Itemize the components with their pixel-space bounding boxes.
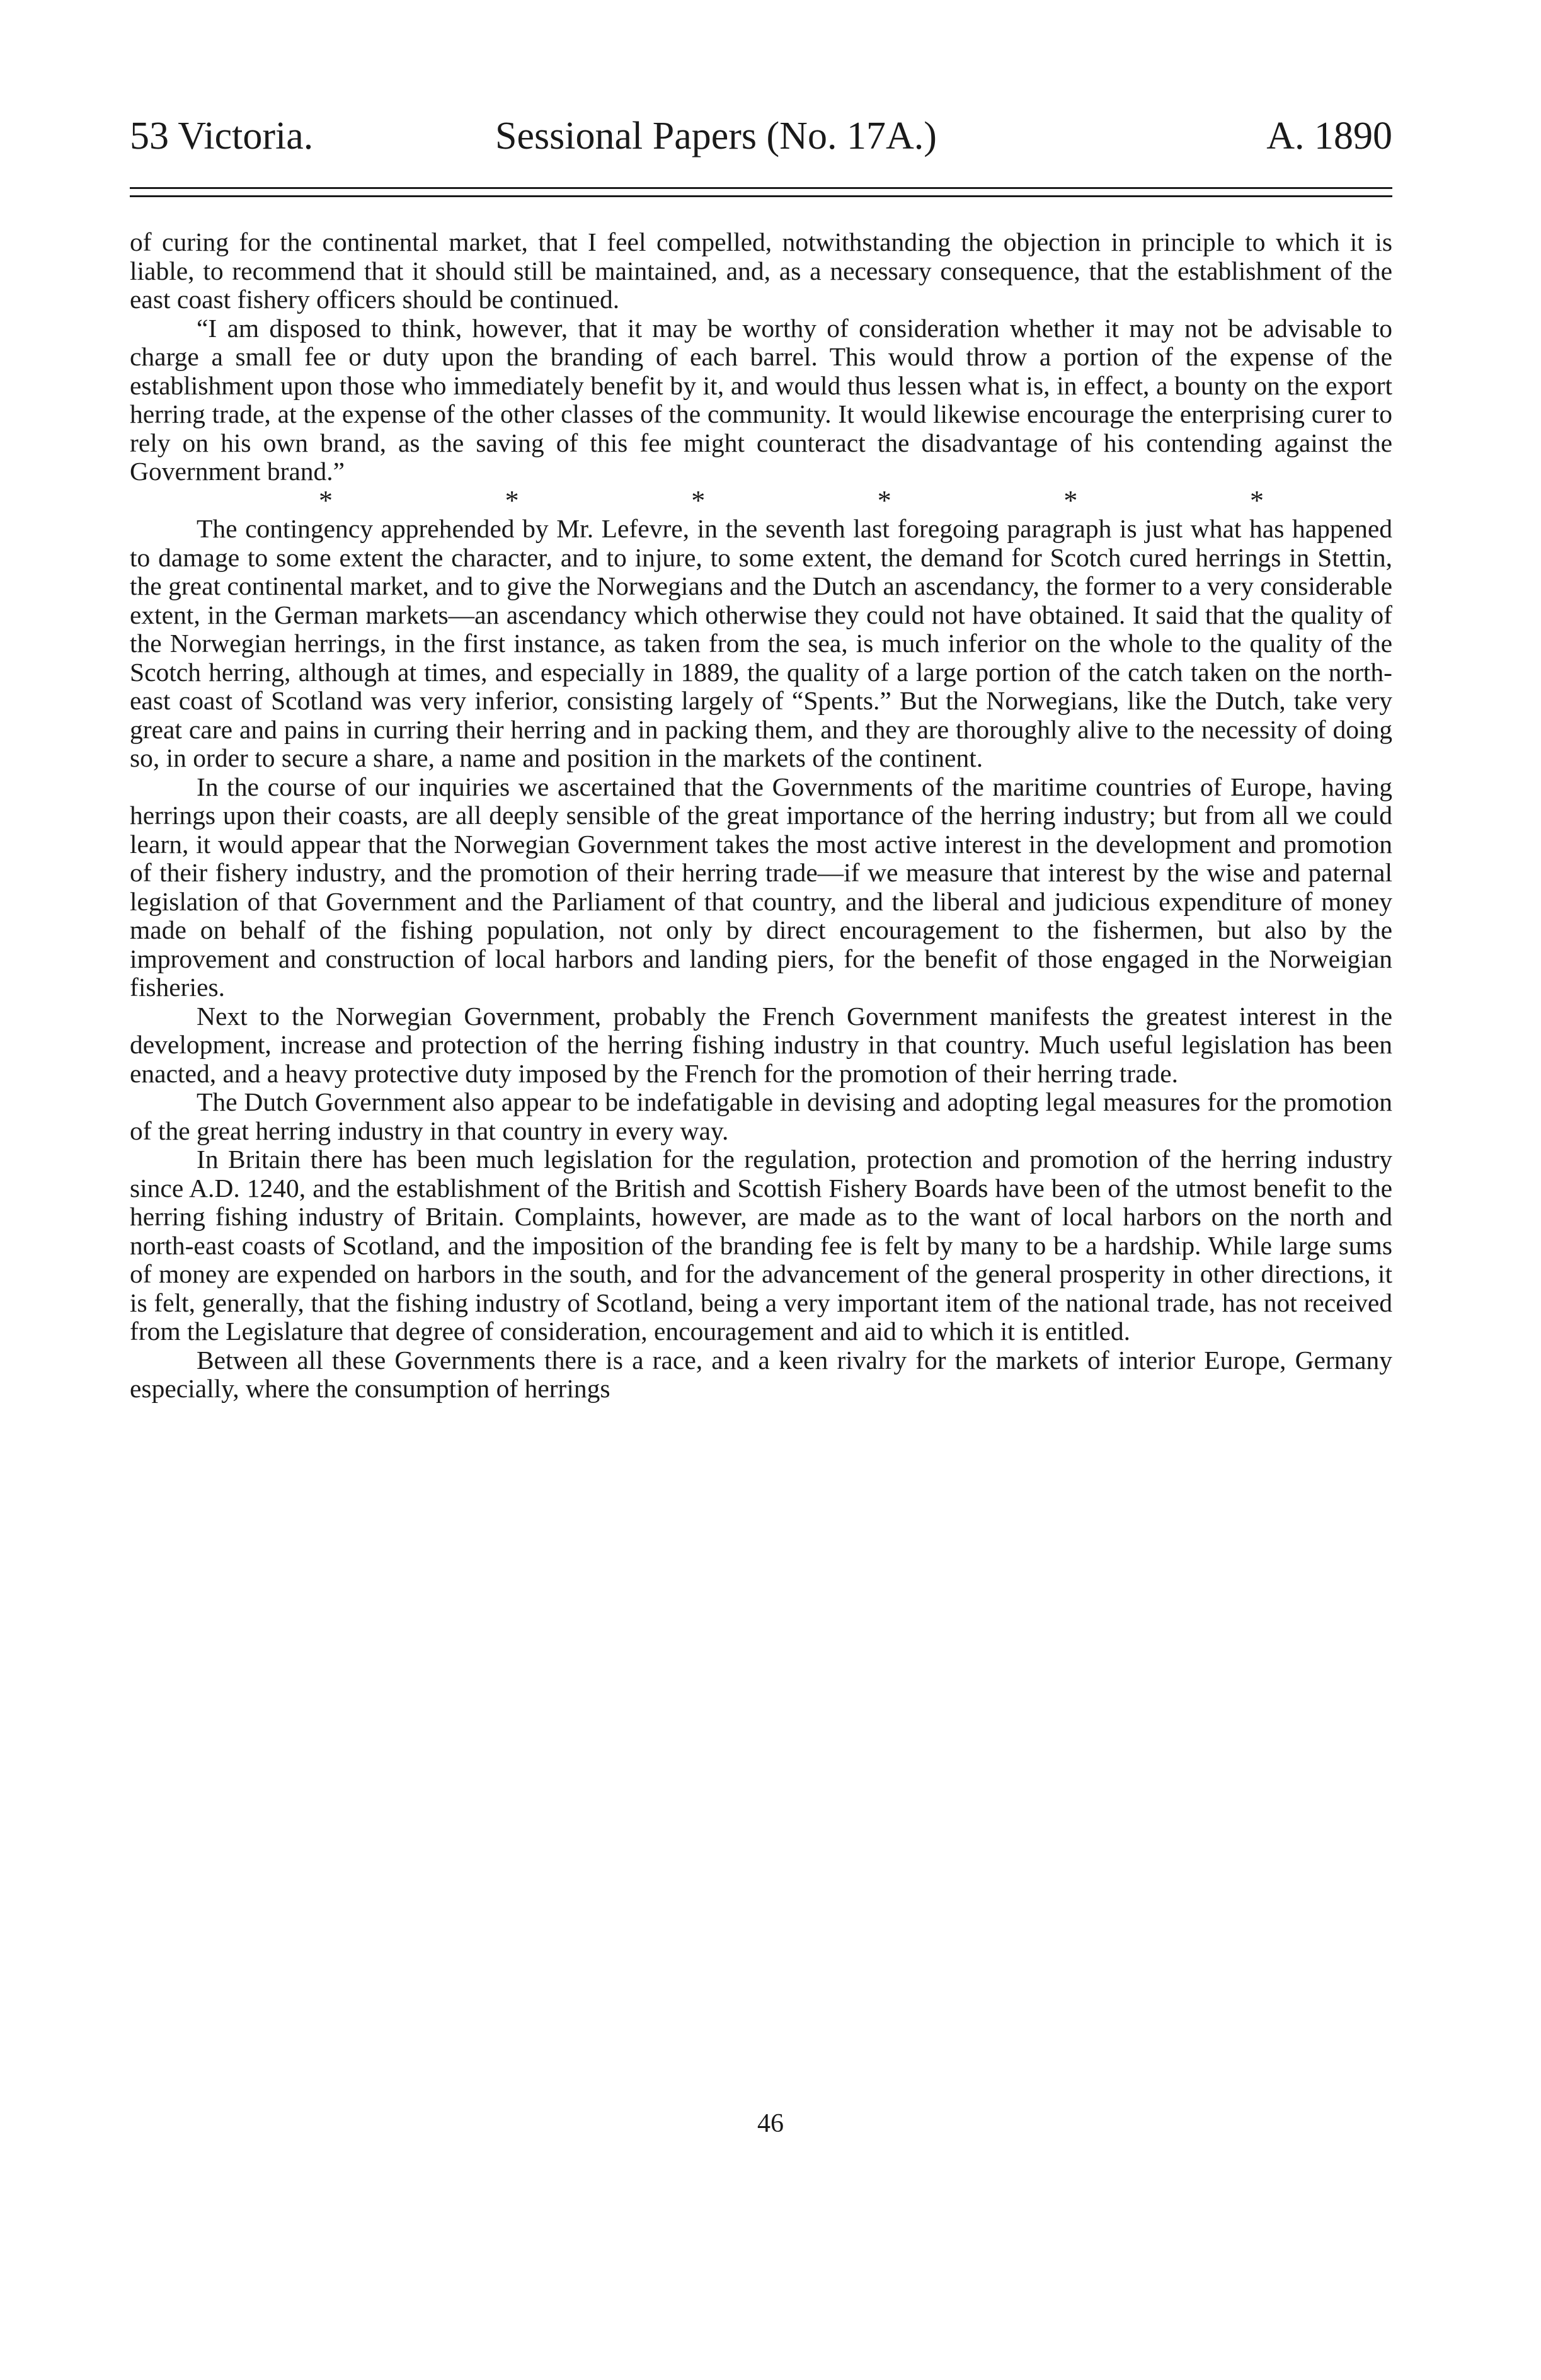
paragraph-2-quote: “I am disposed to think, however, that it may be worthy of consideration whether it may not be advisable to charge a small fee or duty upon the branding of each barrel. This would throw a portion of the expense of the establishment upon those who immediately benefit by it, and would thus lessen what is, in effect, a bounty on the export herring trade, at the expense of the other classes of the community. It would likewise encourage the enterprising curer to rely on his own brand, as the saving of this fee might counteract the disadvantage of his contending against the Government brand.” — [130, 313, 1392, 486]
asterisk: * — [505, 484, 519, 516]
asterisk: * — [877, 484, 891, 516]
paragraph-3: The contingency apprehended by Mr. Lefevre, in the seventh last foregoing paragraph is just what has happened to damage to some extent the character, and to injure, to some extent, the demand for Scotch cured herrings in Stettin, the great continental market, and to give the Norwegians and the Dutch an ascendancy, the former to a very considerable extent, in the German markets—an ascendancy which otherwise they could not have obtained. It said that the quality of the Norwegian herrings, in the first instance, as taken from the sea, is much inferior on the whole to the quality of the Scotch herring, although at times, and especially in 1889, the quality of a large portion of the catch taken on the north-east coast of Scotland was very inferior, consisting largely of “Spents.” But the Norwegians, like the Dutch, take very great care and pains in curring their herring and in packing them, and they are thoroughly alive to the necessity of doing so, in order to secure a share, a name and position in the markets of the continent. — [130, 514, 1392, 772]
asterisk: * — [1063, 484, 1078, 516]
page-header — [130, 111, 1392, 161]
paragraph-4: In the course of our inquiries we ascertained that the Governments of the maritime countries of Europe, having herrings upon their coasts, are all deeply sensible of the great importance of the herring industry; but from all we could learn, it would appear that the Norwegian Government takes the most active interest in the development and promotion of their fishery industry, and the promotion of their herring trade—if we measure that interest by the wise and paternal legislation of that Government and the Parliament of that country, and the liberal and judicious expenditure of money made on behalf of the fishing population, not only by direct encouragement to the fishermen, but also by the improvement and construction of local harbors and landing piers, for the benefit of those engaged in the Norweigian fisheries. — [130, 772, 1392, 1002]
asterisk-divider — [319, 486, 1264, 515]
paragraph-6: The Dutch Government also appear to be indefatigable in devising and adopting legal measures for the promotion of the great herring industry in that country in every way. — [130, 1087, 1392, 1145]
paragraph-1: of curing for the continental market, that I feel compelled, notwithstanding the objection in principle to which it is liable, to recommend that it should still be maintained, and, as a necessary consequence, that the establishment of the east coast fishery officers should be continued. — [130, 227, 1392, 314]
paragraph-7: In Britain there has been much legislation for the regulation, protection and promotion of the herring industry since A.D. 1240, and the establishment of the British and Scottish Fishery Boards have been of the utmost benefit to the herring fishing industry of Britain. Complaints, however, are made as to the want of local harbors on the north and north-east coasts of Scotland, and the imposition of the branding fee is felt by many to be a hardship. While large sums of money are expended on harbors in the south, and for the advancement of the general prosperity in other directions, it is felt, generally, that the fishing industry of Scotland, being a very important item of the national trade, has not received from the Legislature that degree of consideration, encouragement and aid to which it is entitled. — [130, 1145, 1392, 1346]
paragraph-8: Between all these Governments there is a race, and a keen rivalry for the markets of interior Europe, Germany especially, where the consumption of herrings — [130, 1345, 1392, 1403]
asterisk: * — [319, 484, 333, 516]
asterisk: * — [1249, 484, 1264, 516]
page-number: 46 — [757, 2109, 784, 2138]
header-session: 53 Victoria. — [130, 115, 314, 157]
header-year: A. 1890 — [1266, 115, 1392, 157]
header-title: Sessional Papers (No. 17A.) — [495, 115, 937, 157]
paragraph-5: Next to the Norwegian Government, probably the French Government manifests the greatest interest in the development, increase and protection of the herring fishing industry in that country. Much useful legislation has been enacted, and a heavy protective duty imposed by the French for the promotion of their herring trade. — [130, 1001, 1392, 1088]
body-text — [130, 228, 1392, 1404]
asterisk: * — [691, 484, 706, 516]
header-rule-bottom — [130, 195, 1392, 197]
header-rule-top — [130, 187, 1392, 189]
